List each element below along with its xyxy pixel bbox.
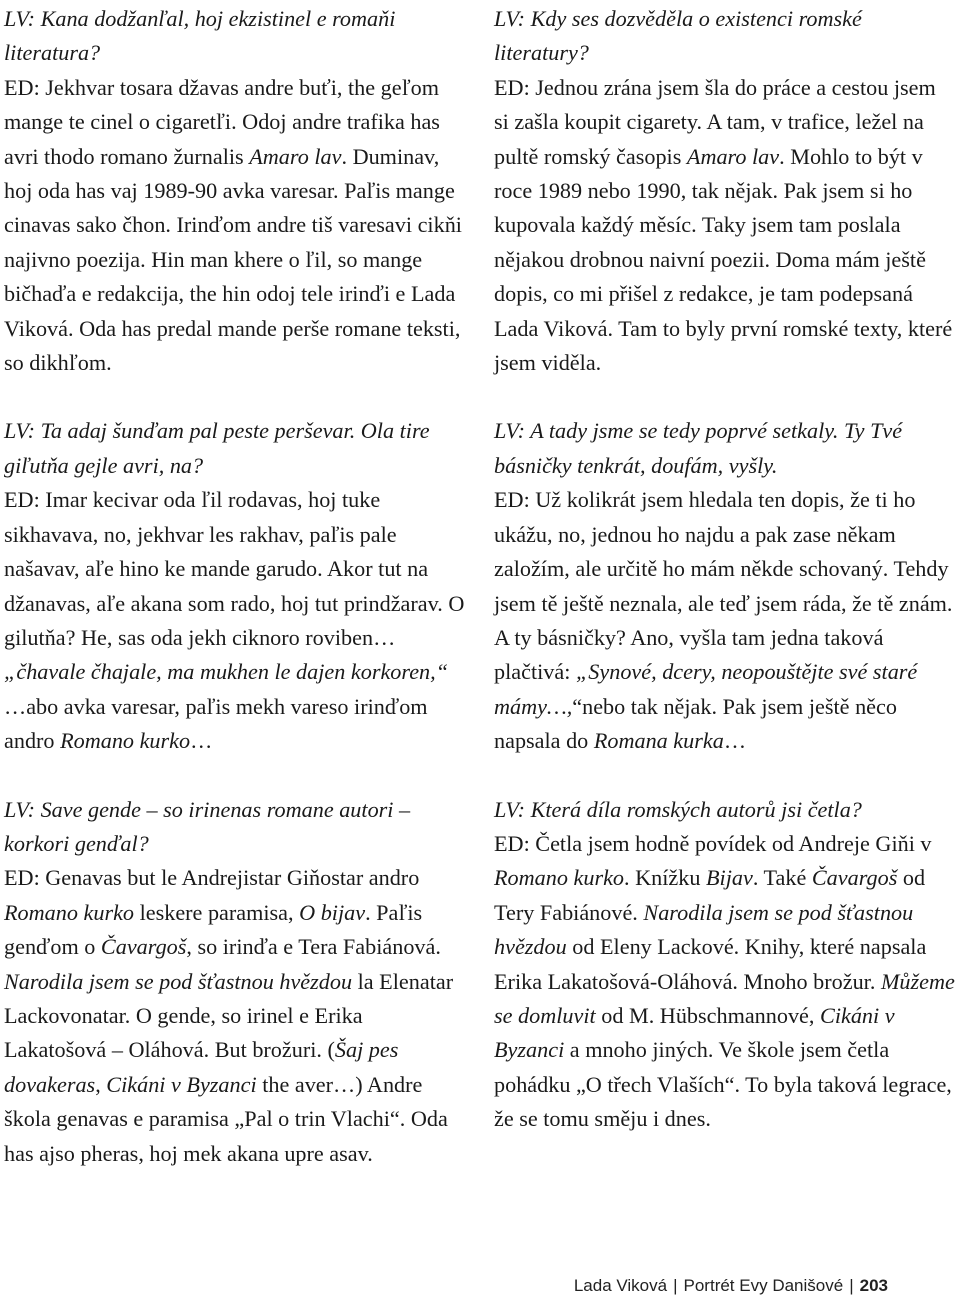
footer-divider: | — [673, 1276, 678, 1295]
page-footer — [574, 1276, 888, 1296]
right-answer-3: ED: Četla jsem hodně povídek od Andreje Giňi v Romano kurko. Knížku Bijav. Také Čavargoš od Tery Fabiánové. Narodila jsem se pod šťastnou hvězdou od Eleny Lackové. Knihy, které napsala Erika Lakatošová-Oláhová. Mnoho brožur. Můžeme se domluvit od M. Hübschmannové, Cikáni v Byzanci a mnoho jiných. Ve škole jsem četla pohádku „O třech Vlaších“. To byla taková legrace, že se tomu směju i dnes. — [494, 830, 955, 1132]
left-block-3 — [4, 793, 466, 1171]
right-column-czech — [494, 2, 956, 1171]
right-question-2: LV: A tady jsme se tedy poprvé setkaly. Ty Tvé básničky tenkrát, doufám, vyšly. — [494, 418, 903, 478]
footer-author: Lada Viková — [573, 1276, 668, 1295]
left-question-2: LV: Ta adaj šunďam pal peste perševar. Ola tire giľutňa gejle avri, na? — [4, 418, 430, 478]
left-answer-2: ED: Imar kecivar oda ľil rodavas, hoj tuke sikhavava, no, jekhvar les rakhav, paľis pale našavav, aľe hino ke mande garudo. Akor tut na džanavas, aľe akana som rado, hoj tut prindžarav. O gilutňa? He, sas oda jekh ciknoro roviben… „čhavale čhajale, ma mukhen le dajen korkoren,“ …abo avka varesar, paľis mekh vareso irinďom andro Romano kurko… — [4, 487, 465, 754]
right-block-3 — [494, 793, 956, 1137]
footer-title: Portrét Evy Danišové — [683, 1276, 844, 1295]
right-answer-1: ED: Jednou zrána jsem šla do práce a cestou jsem si zašla koupit cigarety. A tam, v trafice, ležel na pultě romský časopis Amaro lav. Mohlo to být v roce 1989 nebo 1990, tak nějak. Pak jsem si ho kupovala každý měsíc. Taky jsem tam poslala nějakou drobnou naivní poezii. Doma mám ještě dopis, co mi přišel z redakce, je tam podepsaná Lada Viková. Tam to byly první romské texty, které jsem viděla. — [494, 74, 953, 376]
left-block-2 — [4, 414, 466, 758]
page-number: 203 — [859, 1276, 888, 1295]
left-column-romani — [4, 2, 466, 1205]
left-block-1 — [4, 2, 466, 380]
right-answer-2: ED: Už kolikrát jsem hledala ten dopis, že ti ho ukážu, no, jednou ho najdu a pak zase někam založím, ale určitě ho mám někde schovaný. Tehdy jsem tě ještě neznala, ale teď jsem ráda, že tě znám. A ty básničky? Ano, vyšla tam jedna taková plačtivá: „Synové, dcery, neopouštějte své staré mámy…,“nebo tak nějak. Pak jsem ještě něco napsala do Romana kurka… — [494, 487, 953, 754]
left-question-3: LV: Save gende – so irinenas romane autori – korkori genďal? — [4, 796, 411, 856]
right-block-1 — [494, 2, 956, 380]
right-question-3: LV: Která díla romských autorů jsi četla? — [494, 796, 862, 822]
left-question-1: LV: Kana dodžanľal, hoj ekzistinel e romaňi literatura? — [4, 6, 396, 66]
footer-divider-2: | — [849, 1276, 854, 1295]
left-answer-3: ED: Genavas but le Andrejistar Giňostar andro Romano kurko leskere paramisa, O bijav. Paľis genďom o Čavargoš, so irinďa e Tera Fabiánová. Narodila jsem se pod šťastnou hvězdou la Elenatar Lackovonatar. O gende, so irinel e Erika Lakatošová – Oláhová. But brožuri. (Šaj pes dovakeras, Cikáni v Byzanci the aver…) Andre škola genavas e paramisa „Pal o trin Vlachi“. Oda has ajso pheras, hoj mek akana upre asav. — [4, 865, 454, 1166]
left-answer-1: ED: Jekhvar tosara džavas andre buťi, the geľom mange te cinel o cigaretľi. Odoj andre trafika has avri thodo romano žurnalis Amaro lav. Duminav, hoj oda has vaj 1989-90 avka varesar. Paľis mange cinavas sako čhon. Irinďom andre tiš varesavi cikňi najivno poezija. Hin man khere o ľil, so mange bičhaďa e redakcija, the hin odoj tele irinďi e Lada Viková. Oda has predal mande perše romane teksti, so dikhľom. — [4, 74, 462, 376]
right-question-1: LV: Kdy ses dozvěděla o existenci romské literatury? — [494, 6, 862, 66]
right-block-2 — [494, 414, 956, 758]
